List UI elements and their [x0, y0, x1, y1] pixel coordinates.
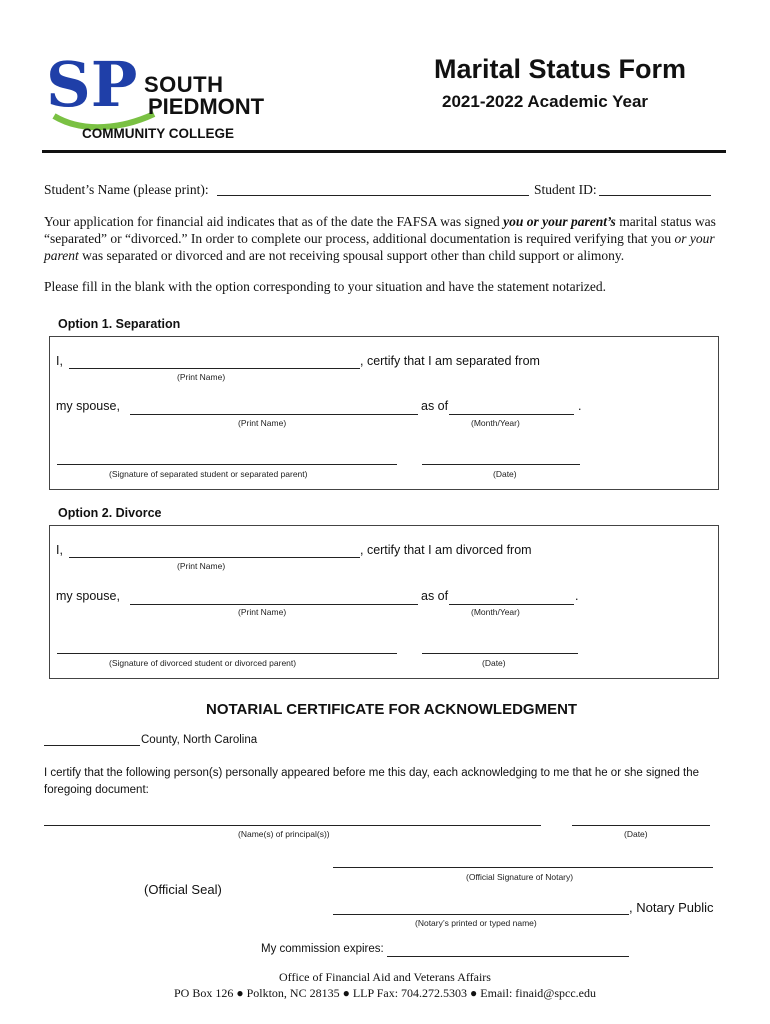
instructions-paragraph: Please fill in the blank with the option corresponding to your situation and have the statement notarized.: [44, 279, 606, 294]
notary-printed-name-field[interactable]: [333, 914, 629, 915]
option2-signature-caption: (Signature of divorced student or divorced parent): [109, 658, 297, 668]
footer-contact: PO Box 126 ● Polkton, NC 28135 ● LLP Fax: 704.272.5303 ● Email: finaid@spcc.edu: [173, 986, 596, 1000]
option2-date-field[interactable]: [422, 653, 578, 654]
notary-heading: NOTARIAL CERTIFICATE FOR ACKNOWLEDGMENT: [206, 701, 578, 718]
official-seal: (Official Seal): [144, 882, 222, 897]
option2-as-of: as of: [421, 589, 449, 603]
option2-box: [49, 525, 719, 679]
student-name-field[interactable]: [217, 195, 529, 196]
option2-name-field[interactable]: [69, 557, 360, 558]
option1-month-year-field[interactable]: [449, 414, 574, 415]
option1-signature-caption: (Signature of separated student or separated parent): [109, 469, 308, 479]
student-id-label: Student ID:: [534, 182, 597, 197]
option1-as-of: as of: [421, 399, 449, 413]
commission-field[interactable]: [387, 956, 629, 957]
option2-date-caption: (Date): [482, 658, 506, 668]
option2-spouse-field[interactable]: [130, 604, 418, 605]
option1-spouse-label: my spouse,: [56, 399, 120, 413]
option1-title: Option 1. Separation: [58, 317, 181, 331]
option1-date-caption: (Date): [493, 469, 517, 479]
option1-date-field[interactable]: [422, 464, 580, 465]
logo-line2: PIEDMONT: [148, 94, 265, 119]
commission-label: My commission expires:: [261, 943, 384, 955]
option1-box: [49, 336, 719, 490]
option2-certify-text: , certify that I am divorced from: [360, 543, 532, 557]
logo-line3: COMMUNITY COLLEGE: [82, 126, 235, 141]
county-label: County, North Carolina: [141, 734, 258, 746]
intro-emphasis-1: you or your parent’s: [503, 214, 616, 229]
option2-print-name-caption: (Print Name): [177, 561, 226, 571]
option2-i-label: I,: [56, 543, 63, 557]
option1-i-label: I,: [56, 354, 63, 368]
svg-text:SP: SP: [46, 48, 138, 121]
option2-spouse-label: my spouse,: [56, 589, 120, 603]
option1-period: .: [578, 399, 582, 413]
logo-line1: SOUTH: [144, 72, 224, 97]
option2-month-year-caption: (Month/Year): [471, 607, 520, 617]
intro-text-a: Your application for financial aid indicates that as of the date the FAFSA was signed: [44, 214, 504, 229]
option1-name-field[interactable]: [69, 368, 360, 369]
student-name-label: Student’s Name (please print):: [44, 182, 209, 197]
notary-signature-field[interactable]: [333, 867, 713, 868]
intro-text-c: marital status was “separated” or “divorced.” In order to complete our process, additional documentation is required verifying that you: [44, 214, 716, 246]
notary-printed-name-caption: (Notary’s printed or typed name): [415, 918, 537, 928]
notary-public-label: , Notary Public: [629, 900, 714, 915]
option2-month-year-field[interactable]: [449, 604, 574, 605]
option1-signature-field[interactable]: [57, 464, 397, 465]
header-divider: [42, 150, 726, 153]
notary-certify-text: I certify that the following person(s) personally appeared before me this day, each acknowledging to me that he or she signed the foregoing document:: [44, 767, 700, 796]
footer-office: Office of Financial Aid and Veterans Affairs: [279, 970, 491, 984]
form-subtitle: 2021-2022 Academic Year: [442, 92, 649, 111]
student-id-field[interactable]: [599, 195, 711, 196]
county-field[interactable]: [44, 745, 140, 746]
intro-text-e: was separated or divorced and are not receiving spousal support other than child support or alimony.: [78, 248, 625, 263]
notary-signature-caption: (Official Signature of Notary): [466, 872, 574, 882]
option2-spouse-caption: (Print Name): [238, 607, 287, 617]
option2-period: .: [575, 589, 579, 603]
option2-title: Option 2. Divorce: [58, 506, 162, 520]
principals-caption: (Name(s) of principal(s)): [238, 829, 330, 839]
option1-month-year-caption: (Month/Year): [471, 418, 520, 428]
option1-print-name-caption: (Print Name): [177, 372, 226, 382]
notary-date-field[interactable]: [572, 825, 710, 826]
college-logo: [44, 44, 265, 144]
form-title: Marital Status Form: [434, 54, 687, 84]
option1-spouse-caption: (Print Name): [238, 418, 287, 428]
principals-field[interactable]: [44, 825, 541, 826]
notary-date-caption: (Date): [624, 829, 648, 839]
option1-spouse-field[interactable]: [130, 414, 418, 415]
option2-signature-field[interactable]: [57, 653, 397, 654]
intro-emphasis-2: or your parent: [44, 231, 715, 263]
option1-certify-text: , certify that I am separated from: [360, 354, 540, 368]
intro-paragraph: [44, 213, 724, 264]
